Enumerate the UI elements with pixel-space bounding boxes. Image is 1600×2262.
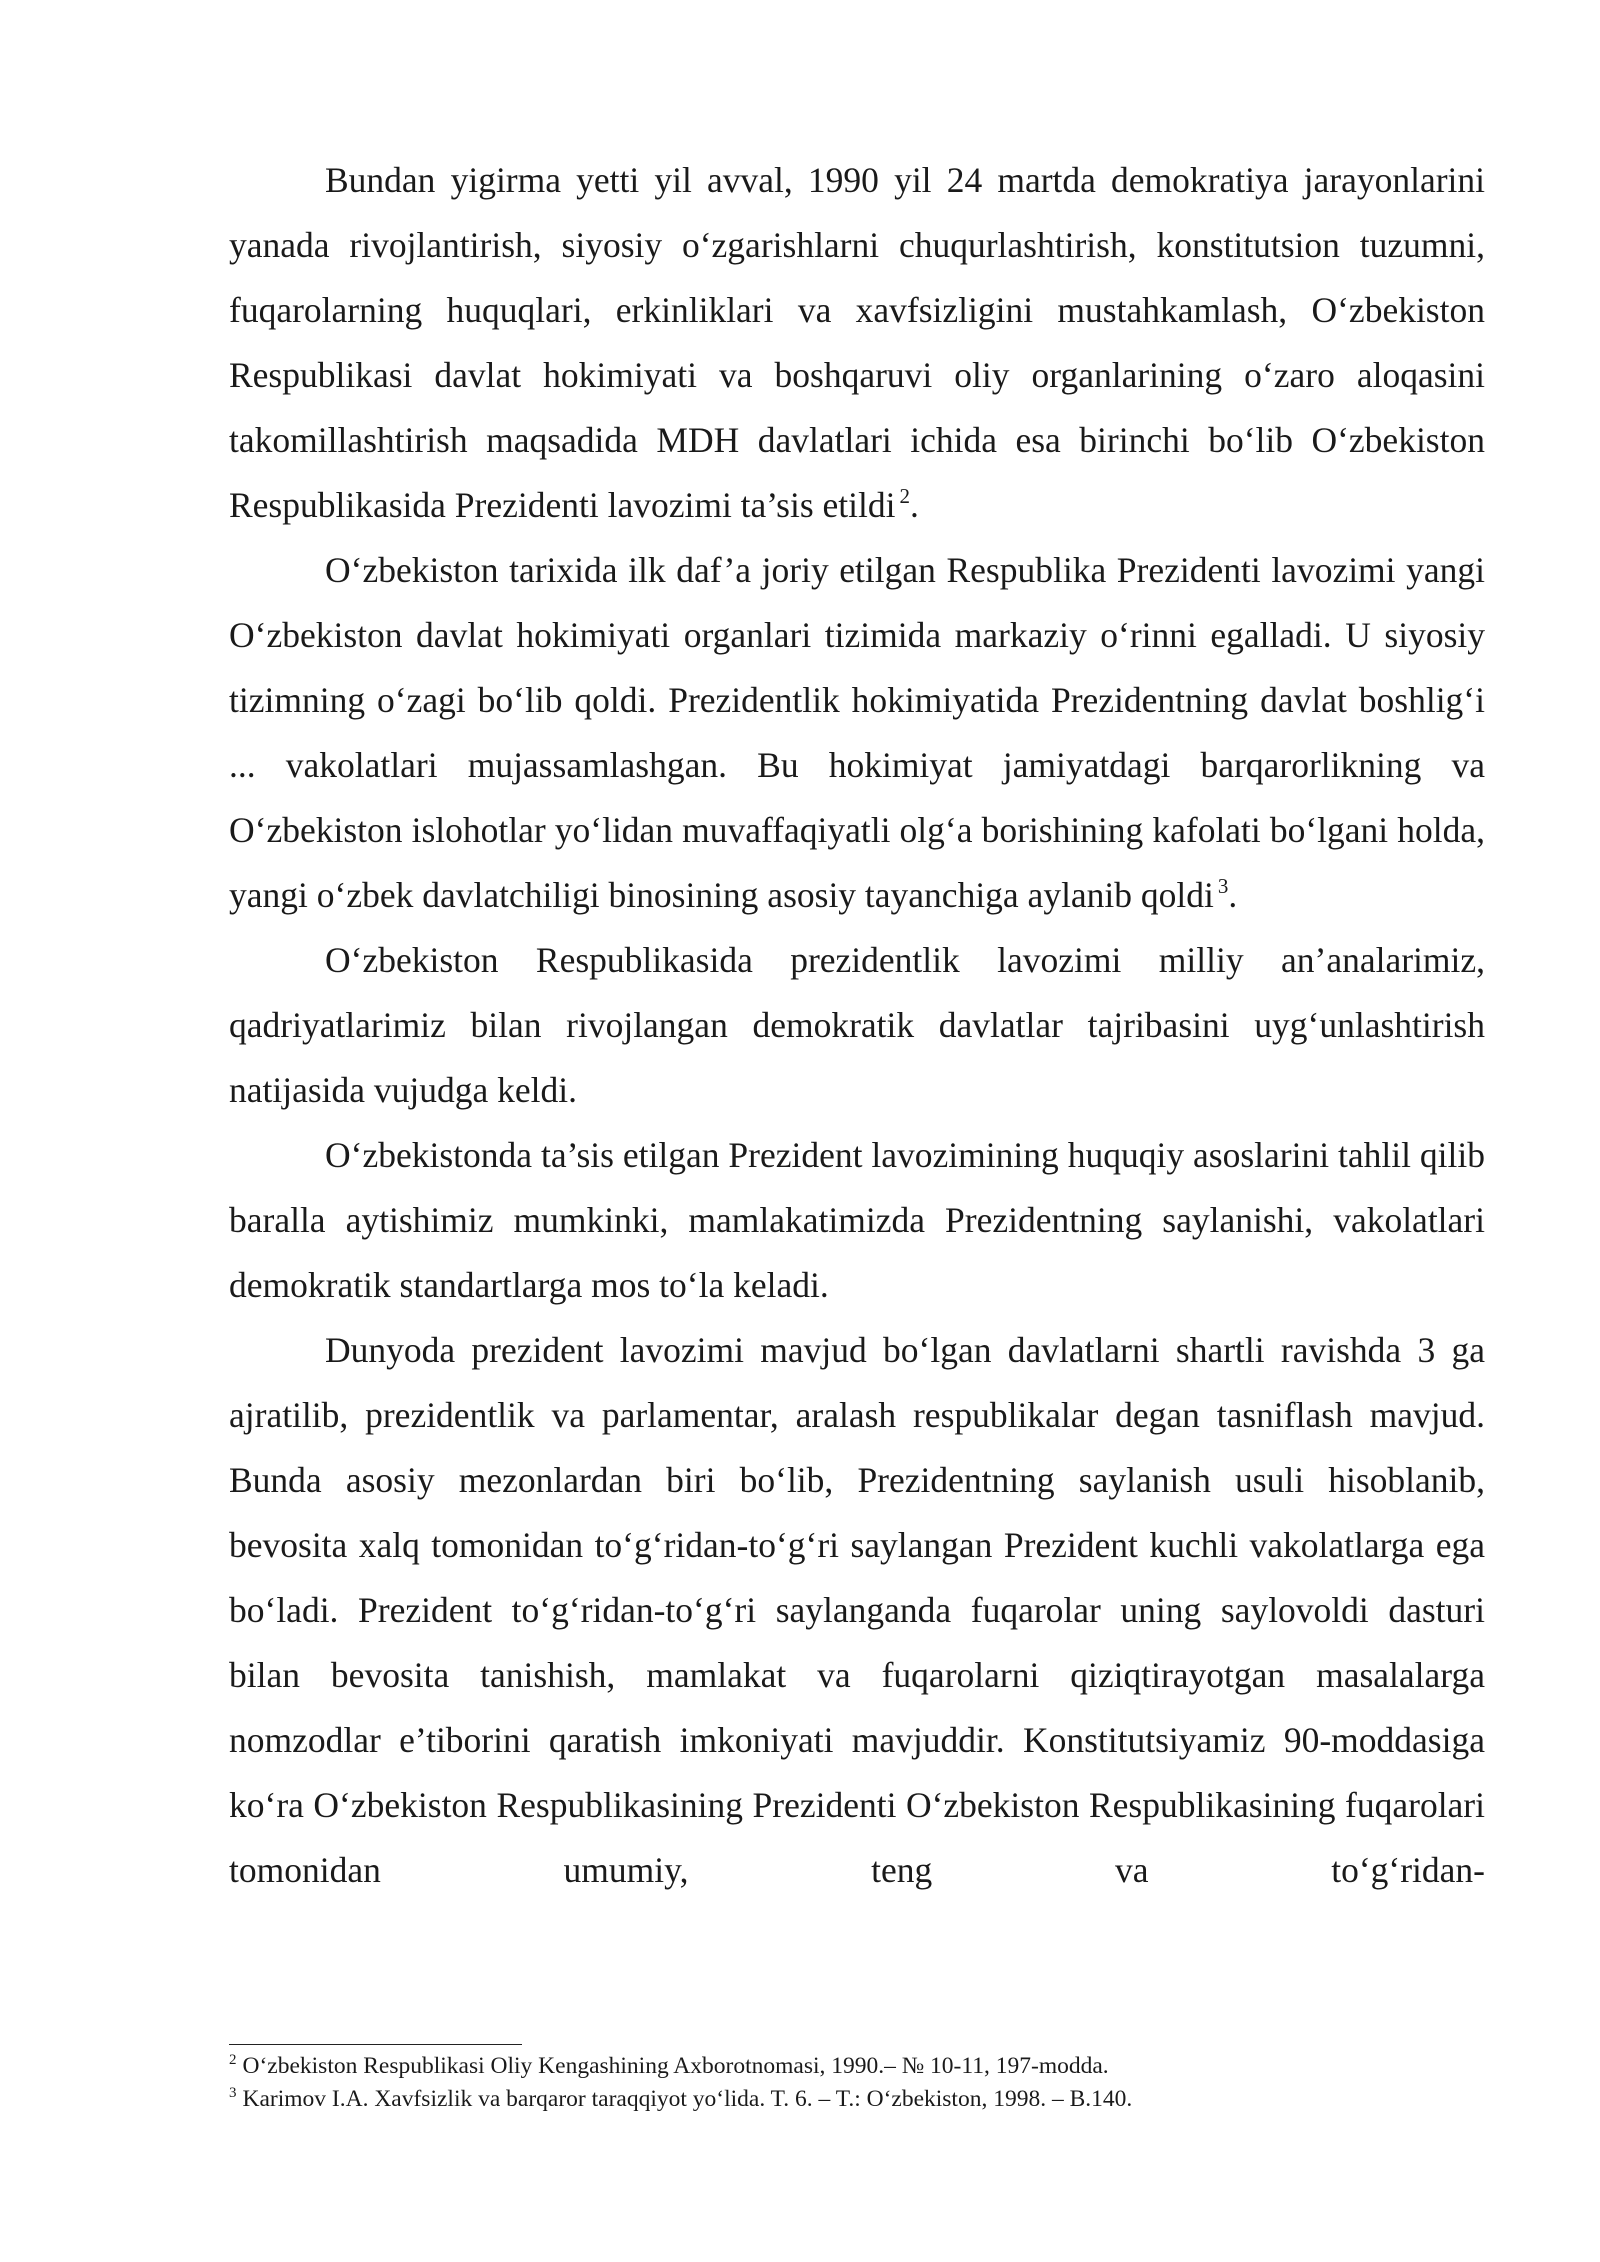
footnote-2	[229, 2050, 1485, 2083]
paragraph-5: Dunyoda prezident lavozimi mavjud bo‘lgan davlatlarni shartli ravishda 3 ga ajratilib, prezidentlik va parlamentar, aralash respublikalar degan tasniflash mavjud. Bunda asosiy mezonlardan biri bo‘lib, Prezidentning saylanish usuli hisoblanib, bevosita xalq tomonidan to‘g‘ridan-to‘g‘ri saylangan Prezident kuchli vakolatlarga ega bo‘ladi. Prezident to‘g‘ridan-to‘g‘ri saylanganda fuqarolar uning saylovoldi dasturi bilan bevosita tanishish, mamlakat va fuqarolarni qiziqtirayotgan masalalarga nomzodlar e’tiborini qaratish imkoniyati mavjuddir. Konstitutsiyamiz 90-moddasiga ko‘ra O‘zbekiston Respublikasining Prezidenti O‘zbekiston Respublikasining fuqarolari tomonidan umumiy, teng va to‘g‘ridan-	[229, 1330, 1485, 1890]
footnote-ref-3[interactable]: 3	[1217, 874, 1229, 898]
footnotes	[229, 2050, 1485, 2116]
paragraph-1-tail: .	[910, 485, 919, 525]
footnote-2-number: 2	[229, 2052, 237, 2068]
paragraph-2-text: O‘zbekiston tarixida ilk daf’a joriy etilgan Respublika Prezidenti lavozimi yangi O‘zbekiston davlat hokimiyati organlari tizimida markaziy o‘rinni egalladi. U siyosiy tizimning o‘zagi bo‘lib qoldi. Prezidentlik hokimiyatida Prezidentning davlat boshlig‘i ... vakolatlari mujassamlashgan. Bu hokimiyat jamiyatdagi barqarorlikning va O‘zbekiston islohotlar yo‘lidan muvaffaqiyatli olg‘a borishining kafolati bo‘lgani holda, yangi o‘zbek davlatchiligi binosining asosiy tayanchiga aylanib qoldi	[229, 550, 1485, 915]
footnote-separator	[229, 2044, 522, 2045]
paragraph-2	[229, 538, 1485, 928]
paragraph-3: O‘zbekiston Respublikasida prezidentlik lavozimi milliy an’analarimiz, qadriyatlarimiz bilan rivojlangan demokratik davlatlar tajribasini uyg‘unlashtirish natijasida vujudga keldi.	[229, 940, 1485, 1110]
footnote-3	[229, 2083, 1485, 2116]
footnote-3-text: Karimov I.A. Xavfsizlik va barqaror taraqqiyot yo‘lida. T. 6. – T.: O‘zbekiston, 1998. – B.140.	[242, 2086, 1133, 2112]
paragraph-1	[229, 148, 1485, 538]
footnote-3-number: 3	[229, 2085, 237, 2101]
footnote-2-text: O‘zbekiston Respublikasi Oliy Kengashining Axborotnomasi, 1990.– № 10-11, 197-modda.	[242, 2053, 1109, 2079]
paragraph-1-text: Bundan yigirma yetti yil avval, 1990 yil 24 martda demokratiya jarayonlarini yanada rivojlantirish, siyosiy o‘zgarishlarni chuqurlashtirish, konstitutsion tuzumni, fuqarolarning huquqlari, erkinliklari va xavfsizligini mustahkamlash, O‘zbekiston Respublikasi davlat hokimiyati va boshqaruvi oliy organlarining o‘zaro aloqasini takomillashtirish maqsadida MDH davlatlari ichida esa birinchi bo‘lib O‘zbekiston Respublikasida Prezidenti lavozimi ta’sis etildi	[229, 160, 1485, 525]
paragraph-4: O‘zbekistonda ta’sis etilgan Prezident lavozimining huquqiy asoslarini tahlil qilib baralla aytishimiz mumkinki, mamlakatimizda Prezidentning saylanishi, vakolatlari demokratik standartlarga mos to‘la keladi.	[229, 1135, 1485, 1305]
body-text	[229, 148, 1485, 1903]
footnote-ref-2[interactable]: 2	[899, 484, 910, 508]
paragraph-2-tail: .	[1228, 875, 1238, 915]
